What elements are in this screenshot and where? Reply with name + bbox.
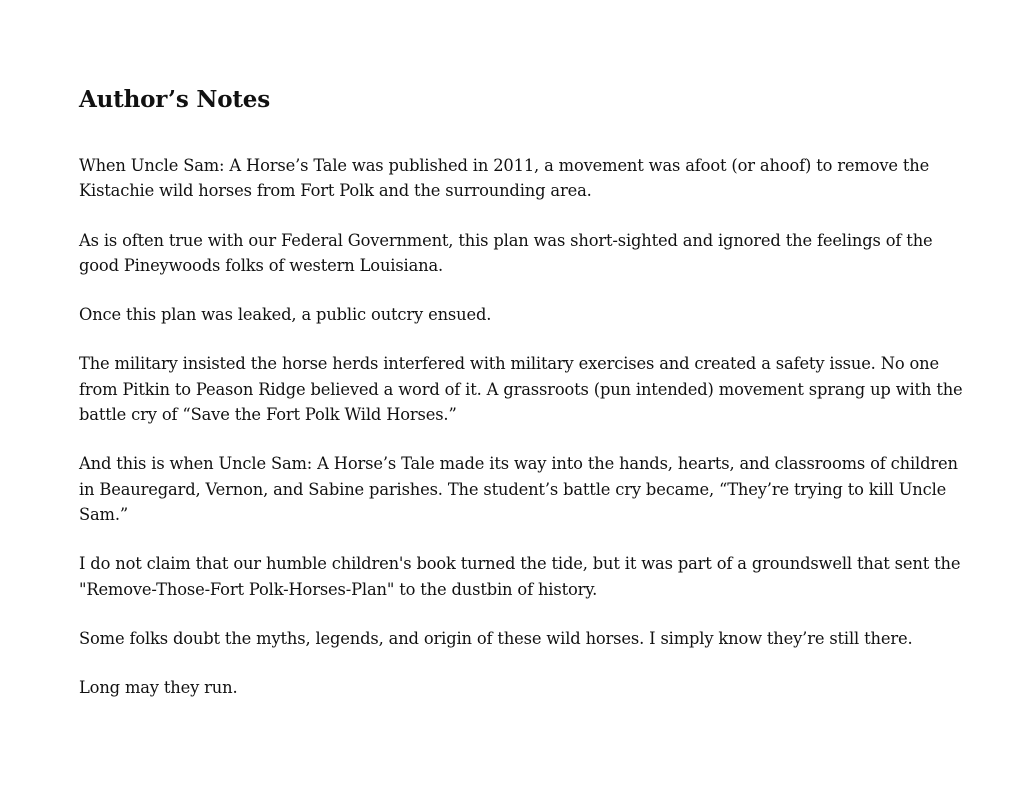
- paragraph-5: And this is when Uncle Sam: A Horse’s Tale made its way into the hands, hearts, and classrooms of children in Beauregard, Vernon, and Sabine parishes. The student’s battle cry became, “They’re trying to kill Uncle Sam.”: [79, 454, 958, 524]
- paragraph-6: I do not claim that our humble children's book turned the tide, but it was part of a groundswell that sent the "Remove-Those-Fort Polk-Horses-Plan" to the dustbin of history.: [79, 554, 961, 599]
- paragraph-2: As is often true with our Federal Government, this plan was short-sighted and ignored the feelings of the good Pineywoods folks of western Louisiana.: [79, 230, 933, 275]
- paragraph-8: Long may they run.: [79, 678, 238, 698]
- page-title: Author’s Notes: [79, 86, 270, 113]
- paragraph-7: Some folks doubt the myths, legends, and origin of these wild horses. I simply know they’re still there.: [79, 628, 913, 648]
- paragraph-4: The military insisted the horse herds interfered with military exercises and created a safety issue. No one from Pitkin to Peason Ridge believed a word of it. A grassroots (pun intended) movement sprang up with the battle cry of “Save the Fort Polk Wild Horses.”: [79, 354, 963, 425]
- document-body: [79, 84, 964, 724]
- paragraph-3: Once this plan was leaked, a public outcry ensued.: [79, 305, 492, 325]
- paragraph-1: When Uncle Sam: A Horse’s Tale was published in 2011, a movement was afoot (or ahoof) to remove the Kistachie wild horses from Fort Polk and the surrounding area.: [79, 156, 930, 201]
